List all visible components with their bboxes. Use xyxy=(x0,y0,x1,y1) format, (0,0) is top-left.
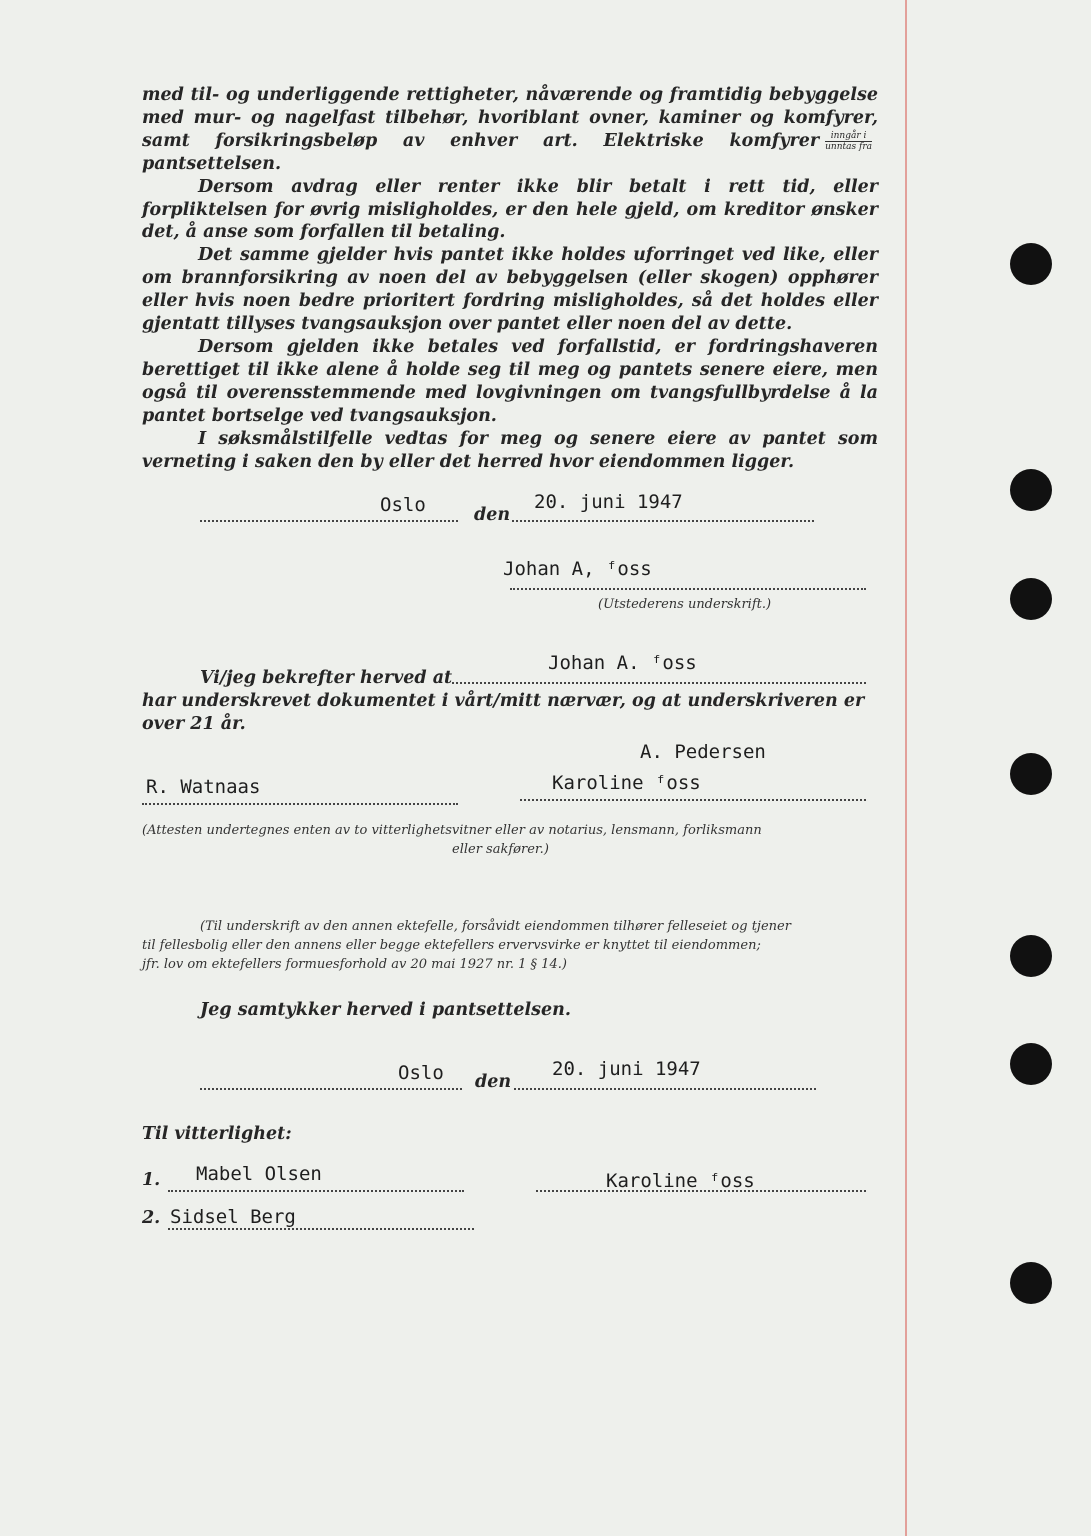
dotted-line xyxy=(168,1190,464,1192)
issuer-caption: (Utstederens underskrift.) xyxy=(598,597,772,612)
signer-name: Karoline ᶠoss xyxy=(606,1170,755,1192)
paragraph-5: I søksmålstilfelle vedtas for meg og senere eiere av pantet som verneting i saken den by eller det herred hvor eiendommen ligger. xyxy=(142,428,878,472)
punch-hole xyxy=(1010,469,1052,511)
place: Oslo xyxy=(380,494,426,516)
issuer-signature: Johan A, ᶠoss xyxy=(503,558,652,580)
witness-heading: Til vitterlighet: xyxy=(142,1124,292,1144)
confirm-text-2: over 21 år. xyxy=(142,714,246,734)
punch-hole xyxy=(1010,935,1052,977)
dotted-line xyxy=(510,588,866,590)
witness-b: R. Watnaas xyxy=(146,776,261,798)
margin-line xyxy=(905,0,907,1536)
den-label: den xyxy=(474,505,511,525)
confirm-text-1: har underskrevet dokumentet i vårt/mitt nærvær, og at underskriveren er xyxy=(142,691,865,711)
dotted-line xyxy=(512,520,814,522)
dotted-line xyxy=(168,1228,474,1230)
body-text xyxy=(142,84,878,473)
confirm-lead: Vi/jeg bekrefter herved at xyxy=(200,668,453,688)
witness-number-1: 1. xyxy=(142,1170,161,1190)
confirm-name: Johan A. ᶠoss xyxy=(548,652,697,674)
fraction-top: inngår i xyxy=(825,131,872,142)
spouse-note-2: til fellesbolig eller den annens eller begge ektefellers ervervsvirke er knyttet til eiendommen; xyxy=(142,938,761,953)
paragraph-1 xyxy=(142,84,878,176)
dotted-line xyxy=(200,1088,462,1090)
witness-2-name: Sidsel Berg xyxy=(170,1206,296,1228)
den-label-2: den xyxy=(475,1072,512,1092)
witness-1-name: Mabel Olsen xyxy=(196,1163,322,1185)
consent-text: Jeg samtykker herved i pantsettelsen. xyxy=(200,1000,571,1020)
paragraph-1-end: pantsettelsen. xyxy=(142,153,282,174)
dotted-line xyxy=(514,1088,816,1090)
date-2: 20. juni 1947 xyxy=(552,1058,701,1080)
fraction xyxy=(825,131,872,152)
dotted-line xyxy=(200,520,458,522)
spouse-note-1: (Til underskrift av den annen ektefelle, forsåvidt eiendommen tilhører felleseiet og tjener xyxy=(200,919,791,934)
spouse-note-3: jfr. lov om ektefellers formuesforhold av 20 mai 1927 nr. 1 § 14.) xyxy=(142,957,567,972)
witness-a: A. Pedersen xyxy=(640,741,766,763)
punch-hole xyxy=(1010,1262,1052,1304)
fraction-bottom: unntas fra xyxy=(825,141,872,152)
paragraph-3: Det samme gjelder hvis pantet ikke holdes uforringet ved like, eller om brannforsikring av noen del av bebyggelsen (eller skogen) opphører eller hvis noen bedre prioritert fordring misligholdes, så det holdes eller gjentatt tillyses tvangsauksjon over pantet eller noen del av dette. xyxy=(142,245,878,335)
punch-hole xyxy=(1010,753,1052,795)
dotted-line xyxy=(520,799,866,801)
attest-note-1: (Attesten undertegnes enten av to vitterlighetsvitner eller av notarius, lensmann, forliksmann xyxy=(142,823,762,838)
witness-number-2: 2. xyxy=(142,1208,161,1228)
paragraph-1-text: med til- og underliggende rettigheter, nåværende og framtidig bebyggelse med mur- og nagelfast tilbehør, hvoriblant ovner, kaminer og komfyrer, samt forsikringsbeløp av enhver art. Elektriske komfyrer xyxy=(142,85,878,151)
punch-hole xyxy=(1010,578,1052,620)
place-2: Oslo xyxy=(398,1062,444,1084)
witness-c: Karoline ᶠoss xyxy=(552,772,701,794)
dotted-line xyxy=(452,682,866,684)
paragraph-2: Dersom avdrag eller renter ikke blir betalt i rett tid, eller forpliktelsen for øvrig misligholdes, er den hele gjeld, om kreditor ønsker det, å anse som forfallen til betaling. xyxy=(142,176,878,243)
date: 20. juni 1947 xyxy=(534,491,683,513)
punch-hole xyxy=(1010,243,1052,285)
dotted-line xyxy=(142,803,458,805)
paragraph-4: Dersom gjelden ikke betales ved forfallstid, er fordringshaveren berettiget til ikke alene å holde seg til meg og pantets senere eiere, men også til overensstemmende med lovgivningen om tvangsfullbyrdelse å la pantet bortselge ved tvangsauksjon. xyxy=(142,336,878,426)
punch-hole xyxy=(1010,1043,1052,1085)
attest-note-2: eller sakfører.) xyxy=(452,842,549,857)
